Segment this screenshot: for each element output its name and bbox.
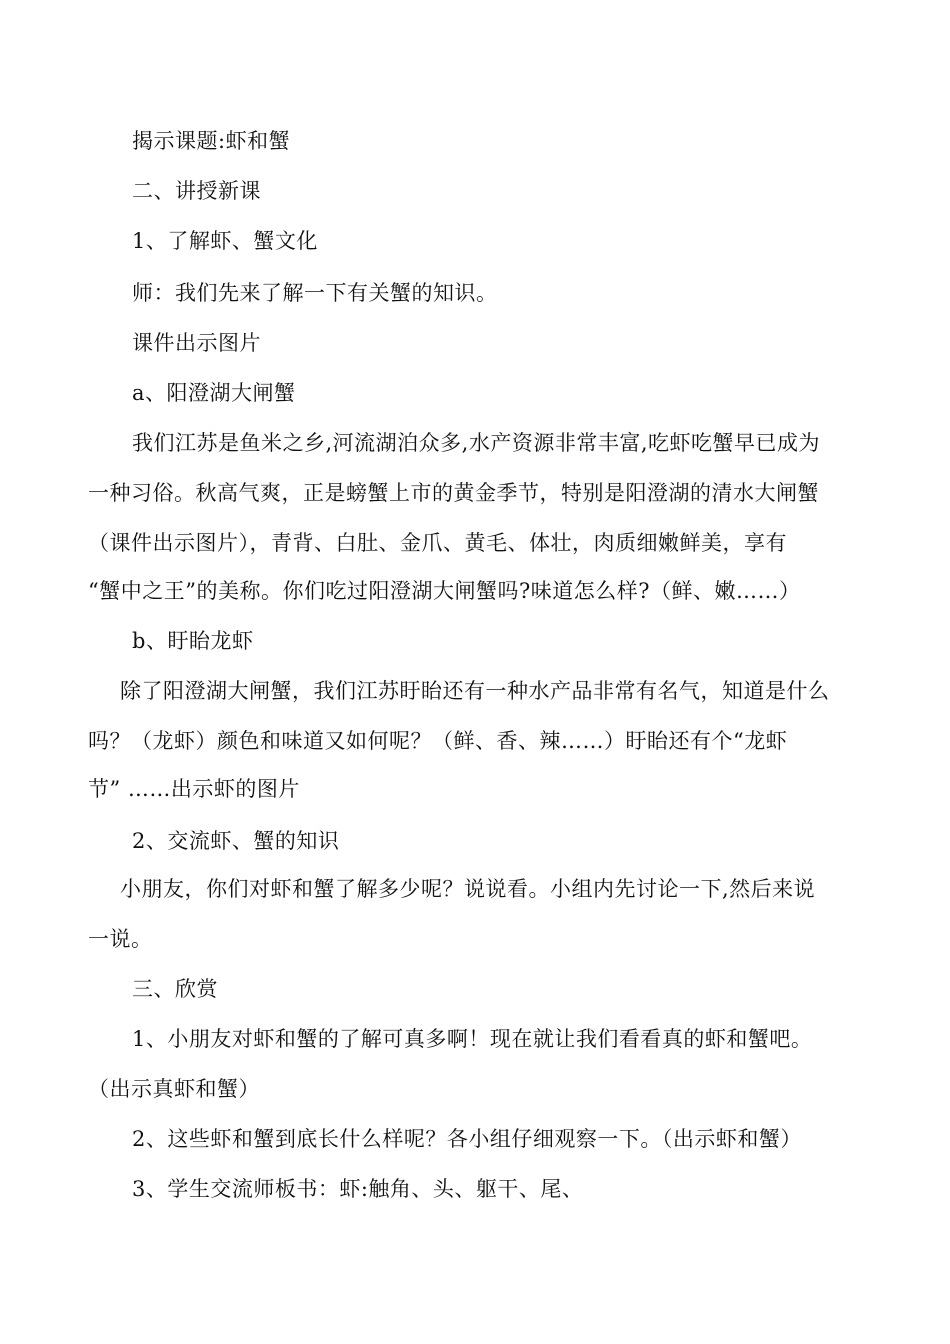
paragraph-line: 我们江苏是鱼米之乡,河流湖泊众多,水产资源非常丰富,吃虾吃蟹早已成为 <box>132 431 821 455</box>
paragraph-line: 1、小朋友对虾和蟹的了解可真多啊！现在就让我们看看真的虾和蟹吧。 <box>132 1027 813 1051</box>
paragraph-line: 课件出示图片 <box>132 331 261 355</box>
topic-line: 揭示课题:虾和蟹 <box>132 129 291 153</box>
paragraph-line: 吗？（龙虾）颜色和味道又如何呢？（鲜、香、辣……）盱眙还有个“龙虾 <box>88 729 788 753</box>
subsection-heading: 1、了解虾、蟹文化 <box>132 229 318 253</box>
paragraph-line: 一种习俗。秋高气爽，正是螃蟹上市的黄金季节，特别是阳澄湖的清水大闸蟹 <box>88 481 819 505</box>
paragraph-line: 节” ……出示虾的图片 <box>88 777 300 801</box>
paragraph-line: 小朋友，你们对虾和蟹了解多少呢？说说看。小组内先讨论一下,然后来说 <box>120 877 816 901</box>
subsection-heading: b、盱眙龙虾 <box>132 629 254 653</box>
section-heading: 二、讲授新课 <box>132 179 261 203</box>
paragraph-line: 3、学生交流师板书：虾:触角、头、躯干、尾、 <box>132 1177 584 1201</box>
section-heading: 三、欣赏 <box>132 977 218 1001</box>
paragraph-line: 除了阳澄湖大闸蟹，我们江苏盱眙还有一种水产品非常有名气，知道是什么 <box>120 679 830 703</box>
paragraph-line: 2、这些虾和蟹到底长什么样呢？各小组仔细观察一下。（出示虾和蟹） <box>132 1127 802 1151</box>
paragraph-line: 一说。 <box>88 927 153 951</box>
paragraph-line: （出示真虾和蟹） <box>88 1077 260 1101</box>
subsection-heading: a、阳澄湖大闸蟹 <box>132 381 296 405</box>
paragraph-line: 师：我们先来了解一下有关蟹的知识。 <box>132 281 498 305</box>
paragraph-line: （课件出示图片），青背、白肚、金爪、黄毛、体壮，肉质细嫩鲜美，享有 <box>88 531 787 555</box>
subsection-heading: 2、交流虾、蟹的知识 <box>132 829 340 853</box>
paragraph-line: “蟹中之王”的美称。你们吃过阳澄湖大闸蟹吗?味道怎么样?（鲜、嫩……） <box>88 579 801 603</box>
